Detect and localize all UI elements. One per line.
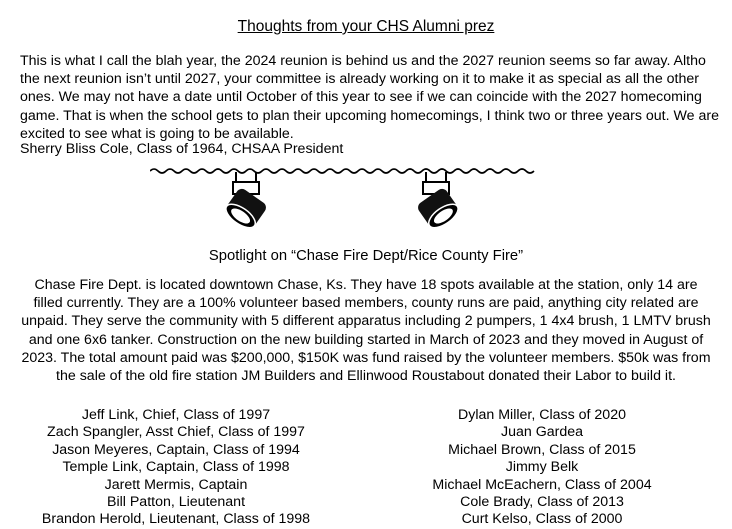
spotlight-icon [218,172,284,234]
spotlight-rail [150,165,536,177]
list-item: Jarett Mermis, Captain [104,476,248,493]
list-item: Curt Kelso, Class of 2000 [461,511,623,528]
list-item: Michael McEachern, Class of 2004 [432,476,652,493]
intro-paragraph: This is what I call the blah year, the 2024 reunion is behind us and the 2027 reunion seems so far away. Altho the next reunion isn’t until 2027, your committee is already working on it to make it as special as all the other ones. We may not have a date until October of this year to see if we can coincide with the 2027 homecoming game. That is when the school gets to plan their upcoming homecomings, I think two or three years out. We are excited to see what is going to be available. [20,53,719,142]
list-item: Temple Link, Captain, Class of 1998 [62,459,290,476]
list-item: Bill Patton, Lieutenant [106,494,246,511]
list-item: Zach Spangler, Asst Chief, Class of 1997 [47,424,305,441]
signature: Sherry Bliss Cole, Class of 1964, CHSAA President [20,141,344,157]
spotlight-icon [402,172,468,234]
list-item: Brandon Herold, Lieutenant, Class of 1998 [41,511,311,528]
list-item: Juan Gardea [500,424,584,441]
spotlight-body: Chase Fire Dept. is located downtown Chase, Ks. They have 18 spots available at the station, only 14 are filled currently. They are a 100% volunteer based members, county runs are paid, anything city related are unpaid. They serve the community with 5 different apparatus including 2 pumpers, 1 4x4 brush, 1 LMTV brush and one 6x6 tanker. Construction on the new building started in March of 2023 and they moved in August of 2023. The total amount paid was $200,000, $150K was fund raised by the volunteer members. $50k was from the sale of the old fire station JM Builders and Ellinwood Roustabout donated their Labor to build it. [21,277,711,385]
page-title: Thoughts from your CHS Alumni prez [237,18,495,35]
list-item: Cole Brady, Class of 2013 [460,494,624,511]
list-item: Jimmy Belk [505,459,579,476]
list-item: Michael Brown, Class of 2015 [448,441,636,458]
list-item: Jeff Link, Chief, Class of 1997 [81,407,271,423]
members-right-list [372,407,712,529]
list-item: Jason Meyeres, Captain, Class of 1994 [52,441,300,458]
spotlight-heading: Spotlight on “Chase Fire Dept/Rice County Fire” [208,248,524,264]
members-left-list [6,407,346,529]
list-item: Dylan Miller, Class of 2020 [458,407,626,423]
